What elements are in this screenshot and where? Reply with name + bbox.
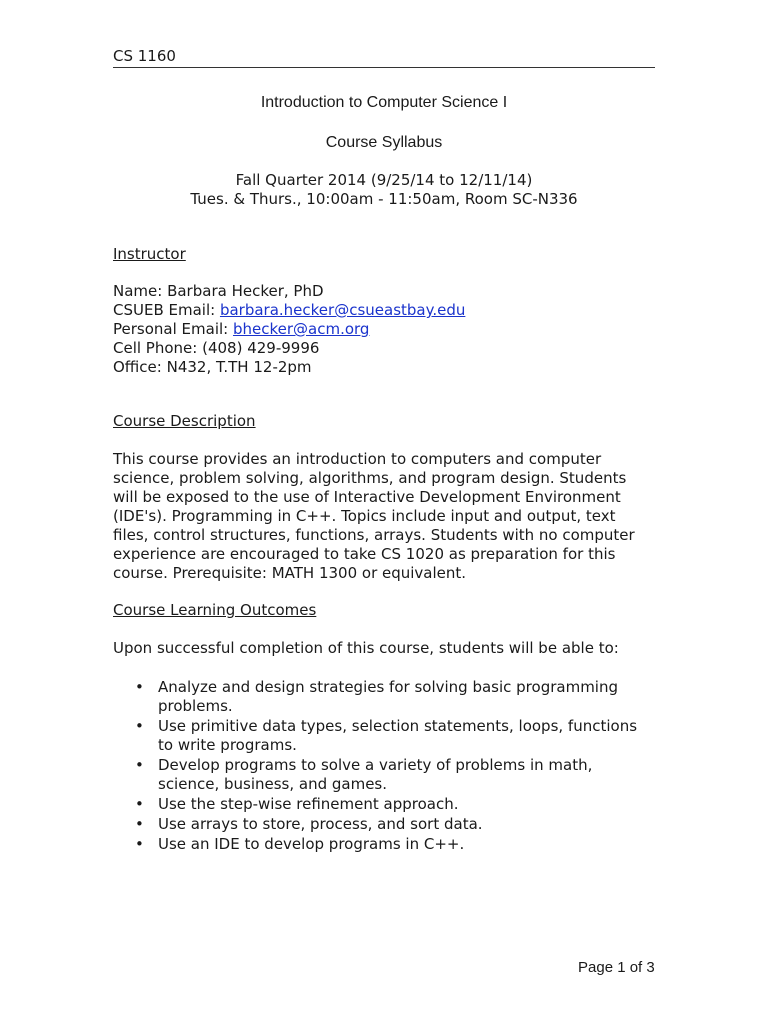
instructor-heading xyxy=(113,245,658,264)
list-item xyxy=(133,815,653,834)
list-item-line: Use arrays to store, process, and sort data. xyxy=(158,815,483,833)
list-item-line: Use the step-wise refinement approach. xyxy=(158,795,459,813)
personal-email-label: Personal Email: xyxy=(113,320,233,338)
outcomes-list xyxy=(133,678,653,855)
list-item-line: to write programs. xyxy=(158,736,297,754)
bullet-icon: • xyxy=(135,717,144,735)
personal-email-row xyxy=(113,320,658,339)
description-line: will be exposed to the use of Interactive Development Environment xyxy=(113,488,621,506)
list-item-line: Use primitive data types, selection statements, loops, functions xyxy=(158,717,638,735)
instructor-heading-text: Instructor xyxy=(113,245,186,263)
list-item-line: science, business, and games. xyxy=(158,775,388,793)
list-item-line: Analyze and design strategies for solving basic programming xyxy=(158,678,618,696)
header-divider xyxy=(113,67,655,68)
list-item-line: Use an IDE to develop programs in C++. xyxy=(158,835,465,853)
outcomes-heading xyxy=(113,601,658,620)
bullet-icon: • xyxy=(135,756,144,774)
course-code: CS 1160 xyxy=(113,47,176,65)
csueb-email-label: CSUEB Email: xyxy=(113,301,220,319)
bullet-icon: • xyxy=(135,815,144,833)
description-line: files, control structures, functions, arrays. Students with no computer xyxy=(113,526,635,544)
list-item xyxy=(133,717,653,755)
bullet-icon: • xyxy=(135,795,144,813)
bullet-icon: • xyxy=(135,678,144,696)
list-item xyxy=(133,835,653,854)
phone-number: (408) 429-9996 xyxy=(202,339,320,357)
outcomes-heading-text: Course Learning Outcomes xyxy=(113,601,317,619)
page-number: Page 1 of 3 xyxy=(578,959,655,976)
bullet-icon: • xyxy=(135,835,144,853)
csueb-email-link[interactable]: barbara.hecker@csueastbay.edu xyxy=(219,301,466,319)
syllabus-title: Course Syllabus xyxy=(325,134,443,151)
list-item xyxy=(133,756,653,794)
instructor-details xyxy=(113,282,658,377)
description-heading-text: Course Description xyxy=(113,412,256,430)
phone-row xyxy=(113,339,658,358)
csueb-email-row xyxy=(113,301,658,320)
description-heading xyxy=(113,412,658,431)
instructor-name-row xyxy=(113,282,658,301)
list-item xyxy=(133,678,653,716)
schedule-line: Tues. & Thurs., 10:00am - 11:50am, Room SC-N336 xyxy=(190,190,578,208)
personal-email-link[interactable]: bhecker@acm.org xyxy=(232,320,370,338)
description-line: science, problem solving, algorithms, and program design. Students xyxy=(113,469,627,487)
office-hours: N432, T.TH 12-2pm xyxy=(166,358,312,376)
course-title: Introduction to Computer Science I xyxy=(260,94,508,111)
description-line: This course provides an introduction to computers and computer xyxy=(113,450,602,468)
list-item-line: Develop programs to solve a variety of problems in math, xyxy=(158,756,593,774)
list-item-line: problems. xyxy=(158,697,233,715)
phone-label: Cell Phone: xyxy=(113,339,203,357)
outcomes-intro: Upon successful completion of this course, students will be able to: xyxy=(113,639,619,657)
description-line: course. Prerequisite: MATH 1300 or equivalent. xyxy=(113,564,467,582)
name-label: Name: xyxy=(113,282,168,300)
course-description xyxy=(113,450,658,583)
office-label: Office: xyxy=(113,358,167,376)
description-line: (IDE's). Programming in C++. Topics include input and output, text xyxy=(113,507,616,525)
office-row xyxy=(113,358,658,377)
instructor-name: Barbara Hecker, PhD xyxy=(167,282,324,300)
term-line: Fall Quarter 2014 (9/25/14 to 12/11/14) xyxy=(235,171,533,189)
description-line: experience are encouraged to take CS 1020 as preparation for this xyxy=(113,545,616,563)
list-item xyxy=(133,795,653,814)
